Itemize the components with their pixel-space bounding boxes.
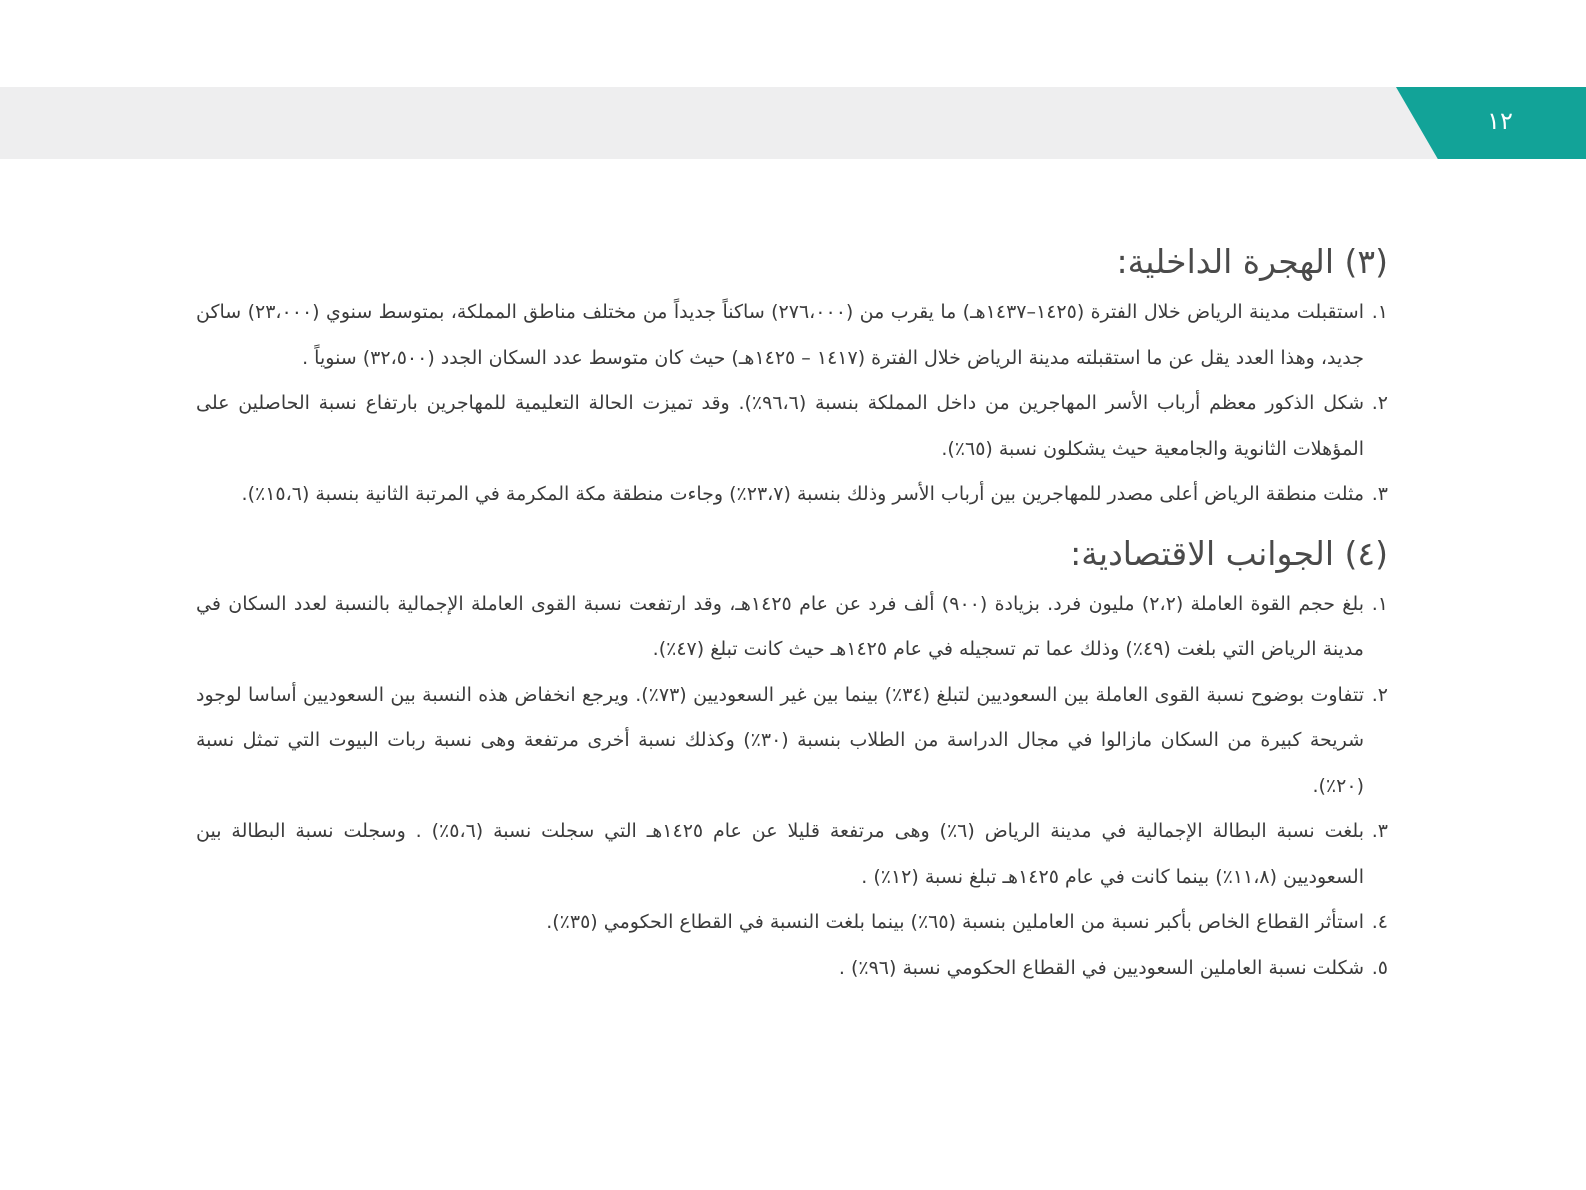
list-item-text: شكلت نسبة العاملين السعوديين في القطاع الحكومي نسبة (٩٦٪) . [838, 956, 1364, 979]
list-item [196, 673, 1388, 810]
list-item-text: مثلت منطقة الرياض أعلى مصدر للمهاجرين بين أرباب الأسر وذلك بنسبة (٢٣،٧٪) وجاءت منطقة مكة المكرمة في المرتبة الثانية بنسبة (١٥،٦٪). [241, 483, 1364, 505]
list-item-text: استقبلت مدينة الرياض خلال الفترة (١٤٢٥–١٤٣٧هـ) ما يقرب من (٢٧٦،٠٠٠) ساكناً جديداً من مختلف مناطق المملكة، بمتوسط سنوي (٢٣،٠٠٠) ساكن جديد، وهذا العدد يقل عن ما استقبلته مدينة الرياض خلال الفترة (١٤١٧ – ١٤٢٥هـ) حيث كان متوسط عدد السكان الجدد (٣٢،٥٠٠) سنوياً . [196, 301, 1364, 369]
list-item-number: ٤. [1371, 911, 1388, 933]
section-title-internal-migration: (٣) الهجرة الداخلية: [1116, 242, 1388, 281]
list-item-number: ١. [1371, 301, 1388, 323]
document-body [196, 236, 1388, 991]
list-item-text: بلغت نسبة البطالة الإجمالية في مدينة الرياض (٦٪) وهى مرتفعة قليلا عن عام ١٤٢٥هـ التي سجلت نسبة (٥،٦٪) . وسجلت نسبة البطالة بين السعوديين (١١،٨٪) بينما كانت في عام ١٤٢٥هـ تبلغ نسبة (١٢٪) . [196, 820, 1364, 888]
list-item-number: ٣. [1371, 820, 1388, 842]
list-item-text: تتفاوت بوضوح نسبة القوى العاملة بين السعوديين لتبلغ (٣٤٪) بينما بين غير السعوديين (٧٣٪). ويرجع انخفاض هذه النسبة بين السعوديين أساسا لوجود شريحة كبيرة من السكان مازالوا في مجال الدراسة من الطلاب بنسبة (٣٠٪) وكذلك نسبة أخرى مرتفعة وهى نسبة ربات البيوت التي تمثل نسبة (٢٠٪). [196, 683, 1364, 797]
list-item [196, 809, 1388, 900]
list-item [196, 582, 1388, 673]
list-item-number: ١. [1371, 592, 1388, 615]
list-item-text: بلغ حجم القوة العاملة (٢،٢) مليون فرد. بزيادة (٩٠٠) ألف فرد عن عام ١٤٢٥هـ، وقد ارتفعت نسبة القوى العاملة الإجمالية بالنسبة لعدد السكان في مدينة الرياض التي بلغت (٤٩٪) وذلك عما تم تسجيله في عام ١٤٢٥هـ حيث كانت تبلغ (٤٧٪). [196, 592, 1364, 660]
list-item [196, 900, 1388, 946]
list-item [196, 381, 1388, 472]
section-title-economic-aspects: (٤) الجوانب الاقتصادية: [1070, 533, 1388, 573]
header-band [0, 87, 1586, 159]
page-number: ١٢ [1487, 107, 1513, 135]
list-item-number: ٥. [1371, 956, 1388, 979]
list-item-number: ٢. [1371, 683, 1388, 706]
list-item [196, 946, 1388, 992]
list-item-number: ٣. [1371, 483, 1388, 505]
list-item-text: شكل الذكور معظم أرباب الأسر المهاجرين من داخل المملكة بنسبة (٩٦،٦٪). وقد تميزت الحالة التعليمية للمهاجرين بارتفاع نسبة الحاصلين على المؤهلات الثانوية والجامعية حيث يشكلون نسبة (٦٥٪). [196, 392, 1364, 460]
list-item-number: ٢. [1371, 392, 1388, 414]
list-item [196, 472, 1388, 518]
list-item-text: استأثر القطاع الخاص بأكبر نسبة من العاملين بنسبة (٦٥٪) بينما بلغت النسبة في القطاع الحكومي (٣٥٪). [546, 911, 1364, 933]
list-item [196, 290, 1388, 381]
